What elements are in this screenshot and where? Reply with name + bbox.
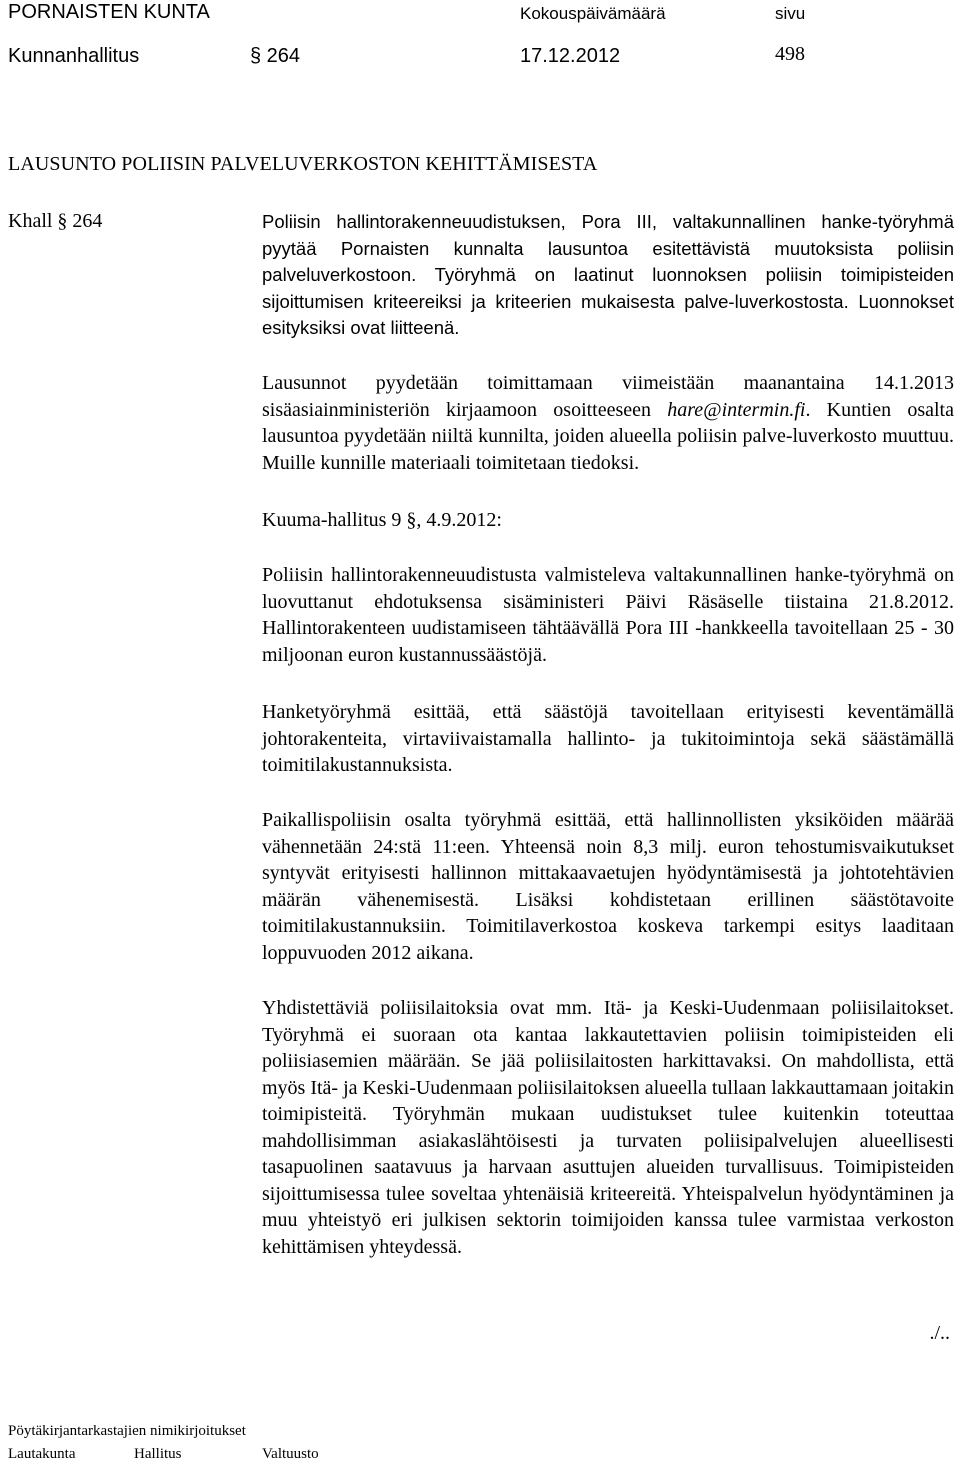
footer-col-1: Lautakunta [8,1446,76,1462]
paragraph-6 [262,807,954,966]
footer-signatures: Pöytäkirjantarkastajien nimikirjoitukset [8,1423,246,1439]
page-number: 498 [775,43,805,65]
document-title: LAUSUNTO POLIISIN PALVELUVERKOSTON KEHITTÄMISESTA [8,153,598,175]
date-label: Kokouspäivämäärä [520,4,666,23]
email-link[interactable]: hare@intermin.fi [667,398,806,421]
body-name: Kunnanhallitus [8,45,140,67]
org-name: PORNAISTEN KUNTA [8,1,210,23]
paragraph-3 [262,507,954,534]
paragraph-4-text: Poliisin hallintorakenneuudistusta valmisteleva valtakunnallinen hanke-työryhmä on luovuttanut ehdotuksensa sisäministeri Päivi Räsäselle tiistaina 21.8.2012. Hallintorakenteen uudistamiseen tähtäävällä Pora III -hankkeella tavoitellaan 25 - 30 miljoonan euron kustannussäästöjä. [262,564,954,666]
paragraph-2 [262,370,954,476]
paragraph-5-text: Hanketyöryhmä esittää, että säästöjä tavoitellaan erityisesti keventämällä johtorakenteita, virtaviivaistamalla hallinto- ja tukitoimintoja sekä säästämällä toimitilakustannuksista. [262,701,954,776]
paragraph-3-text: Kuuma-hallitus 9 §, 4.9.2012: [262,509,502,531]
page-label: sivu [775,4,806,23]
paragraph-7 [262,995,954,1260]
paragraph-2-text-a: Lausunnot pyydetään toimittamaan viimeistään maanantaina 14.1.2013 sisäasiainministeriön kirjaamoon osoitteeseen [262,372,954,421]
paragraph-1 [262,209,954,342]
paragraph-4 [262,562,954,668]
paragraph-2-text-b: . Kuntien osalta lausuntoa pyydetään niiltä kunnilta, joiden alueella poliisin palve-luverkosto muuttuu. Muille kunnille materiaali toimitetaan tiedoksi. [262,398,954,474]
paragraph-6-text: Paikallispoliisin osalta työryhmä esittää, että hallinnollisten yksiköiden määrää vähennetään 24:stä 11:een. Yhteensä noin 8,3 milj. euron tehostumisvaikutukset syntyvät erityisesti hallinnon mittakaavaetujen hyödyntämisestä ja johtotehtävien määrän vähenemisestä. Lisäksi kohdistetaan erillinen säästötavoite toimitilakustannuksiin. Toimitilaverkostoa koskeva tarkempi esitys laaditaan loppuvuoden 2012 aikana. [262,809,954,964]
paragraph-1-text: Poliisin hallintorakenneuudistuksen, Pora III, valtakunnallinen hanke-työryhmä pyytää Pornaisten kunnalta lausuntoa esitettävistä muutoksista poliisin palveluverkostoon. Työryhmä on laatinut luonnoksen poliisin toimipisteiden sijoittumisen kriteereiksi ja kriteerien mukaisesta palve-luverkostosta. Luonnokset esityksiksi ovat liitteenä. [262,211,954,338]
paragraph-5 [262,699,954,779]
footer-col-2: Hallitus [134,1446,182,1462]
continuation-mark: ./.. [929,1322,950,1344]
paragraph-7-text: Yhdistettäviä poliisilaitoksia ovat mm. Itä- ja Keski-Uudenmaan poliisilaitokset. Työryhmä ei suoraan ota kantaa lakkautettavien poliisin toimipisteiden eli poliisiasemien määrään. Se jää poliisilaitosten harkittavaksi. On mahdollista, että myös Itä- ja Keski-Uudenmaan poliisilaitoksen alueella tullaan lakkauttamaan joitakin toimipisteitä. Työryhmän mukaan uudistukset tulee kuitenkin toteuttaa mahdollisimman asiakaslähtöisesti ja turvaten poliisipalvelujen alueellisesti tasapuolinen saatavuus ja harvaan asuttujen alueiden turvallisuus. Toimipisteiden sijoittumisessa tulee soveltaa yhtenäisiä kriteereitä. Yhteispalvelun hyödyntäminen ja muu yhteistyö eri julkisen sektorin toimijoiden kanssa tulee varmistaa verkoston kehittämisen yhteydessä. [262,997,955,1258]
footer-col-3: Valtuusto [262,1446,319,1462]
section-ref: Khall § 264 [8,210,103,232]
meeting-date: 17.12.2012 [520,45,621,67]
section-number: § 264 [250,45,301,67]
